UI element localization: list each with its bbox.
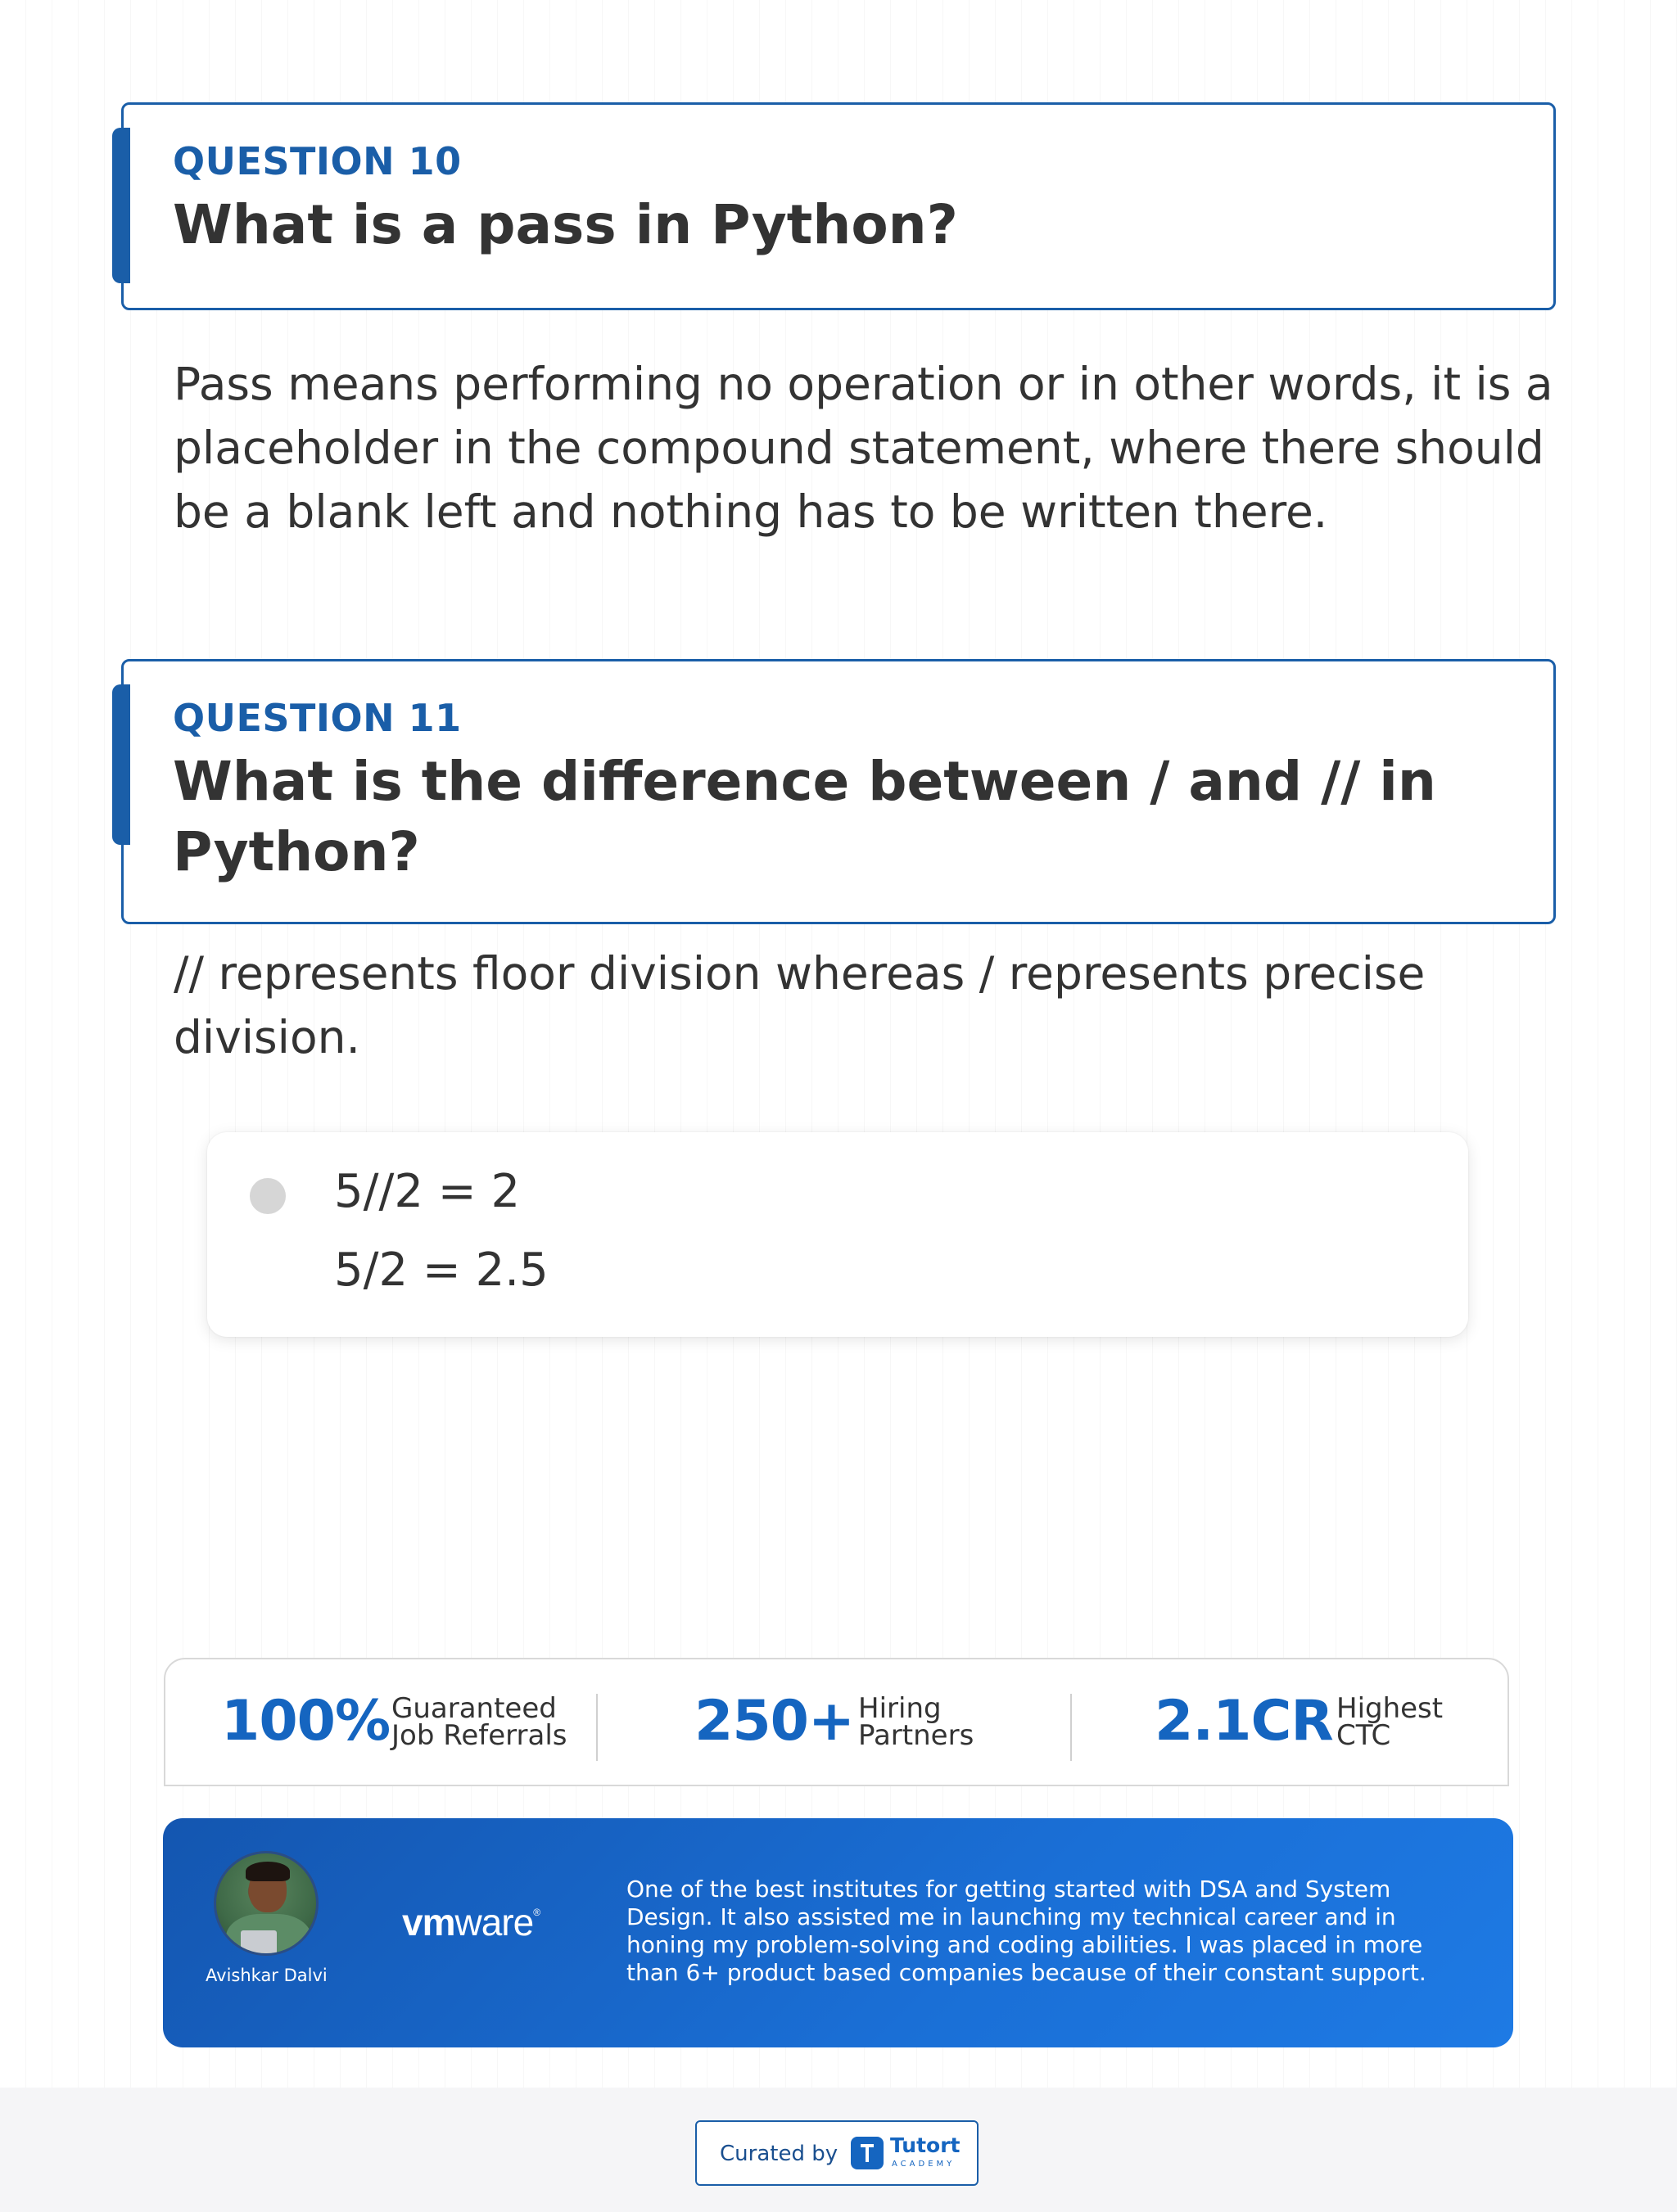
question-10-title: What is a pass in Python? <box>173 193 958 256</box>
stat-highest-ctc <box>1074 1659 1500 1788</box>
question-11-label: QUESTION 11 <box>173 696 462 740</box>
avatar <box>214 1851 319 1956</box>
code-line-floor-division: 5//2 = 2 <box>334 1165 521 1218</box>
curated-by-text: Curated by <box>720 2142 838 2166</box>
stat-label-line2: Job Referrals <box>391 1719 567 1752</box>
vmware-logo-mark: ® <box>533 1907 540 1918</box>
question-10-card <box>121 102 1556 310</box>
stat-job-referrals <box>165 1659 591 1788</box>
avatar-laptop <box>241 1930 277 1955</box>
testimonial-name: Avishkar Dalvi <box>206 1966 328 1985</box>
vmware-logo-rest: ware <box>454 1901 534 1943</box>
stat-label <box>858 1692 974 1752</box>
stat-value: 100% <box>221 1689 391 1754</box>
stat-value: 250+ <box>694 1689 854 1754</box>
stat-label <box>1336 1692 1444 1752</box>
testimonial-quote: One of the best institutes for getting started with DSA and System Design. It also assisted me in launching my technical career and in honing my problem-solving and coding abilities. I was placed in more than 6+ product based companies because of their constant support. <box>626 1876 1426 1986</box>
tutort-logo-icon <box>851 2137 884 2169</box>
question-10-answer: Pass means performing no operation or in other words, it is a placeholder in the compound statement, where there should be a blank left and nothing has to be written there. <box>174 358 1553 538</box>
stat-label-line1: Highest <box>1336 1692 1444 1725</box>
vmware-logo <box>402 1900 540 1944</box>
stats-bar <box>164 1658 1509 1786</box>
testimonial-card <box>163 1818 1513 2047</box>
stat-value: 2.1CR <box>1155 1689 1333 1754</box>
footer <box>0 2088 1677 2212</box>
stat-label <box>391 1692 567 1752</box>
stat-label-line2: CTC <box>1336 1719 1391 1752</box>
stat-divider <box>596 1694 598 1761</box>
stat-hiring-partners <box>599 1659 1066 1788</box>
tutort-brand-sub: ACADEMY <box>892 2160 956 2169</box>
code-line-precise-division: 5/2 = 2.5 <box>334 1244 549 1297</box>
vmware-logo-bold: vm <box>402 1901 455 1943</box>
avatar-hair <box>246 1862 290 1881</box>
stat-divider <box>1070 1694 1072 1761</box>
question-11-answer: // represents floor division whereas / represents precise division. <box>174 947 1426 1063</box>
code-example-card <box>207 1132 1468 1337</box>
question-accent-bar <box>112 128 130 283</box>
stat-label-line1: Hiring <box>858 1692 942 1725</box>
question-10-label: QUESTION 10 <box>173 139 462 183</box>
curated-by-badge[interactable] <box>695 2120 979 2186</box>
tutort-brand-name: Tutort <box>890 2133 961 2157</box>
stat-label-line2: Partners <box>858 1719 974 1752</box>
question-11-title: What is the difference between / and // in Python? <box>173 750 1436 883</box>
stat-label-line1: Guaranteed <box>391 1692 557 1725</box>
question-accent-bar <box>112 684 130 845</box>
question-11-card <box>121 659 1556 924</box>
bullet-icon <box>250 1178 286 1214</box>
